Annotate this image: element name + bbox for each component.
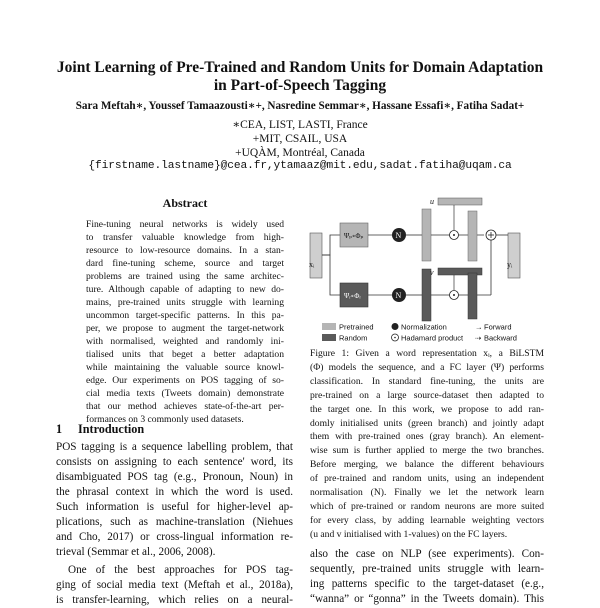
intro-line: Such information is useful for higher-level ap- [56, 501, 293, 513]
legend-normalization-icon [392, 323, 399, 330]
abstract-heading: Abstract [162, 196, 208, 210]
intro-line: the phrasal context in which the word is used. [56, 486, 293, 498]
abstract-line: dard fine-tuning scheme, source and target [86, 258, 284, 269]
input-label: xᵢ [309, 260, 315, 269]
lower-branch-line [322, 255, 340, 295]
abstract-line: ture. Although capable of adapting to new do- [86, 284, 284, 295]
figure-caption-line: the target one. In this work, we propose to add ran- [310, 403, 544, 415]
intro-line: POS tagging is a sequence labelling problem, that [56, 441, 293, 453]
figure-caption-line: wise sum is further applied to merge the two branches. [310, 445, 544, 457]
right-column-line: “wanna” or “gonna” in the Tweets domain). This [310, 593, 544, 605]
intro-line: and Cho, 2017) or cross-lingual information re- [56, 531, 293, 543]
abstract-line: per, we propose to augment the target-network [86, 323, 284, 334]
abstract-line: while maintaining the valuable source knowl- [86, 362, 284, 373]
forward-arrow-icon: → [475, 322, 483, 332]
abstract-line: with normalised, weighted and randomly ini- [86, 336, 284, 347]
figure-1-diagram [308, 193, 548, 343]
abstract-line: formances on 3 commonly used datasets. [86, 414, 244, 425]
random-output [468, 273, 477, 319]
right-column-line: ing patterns specific to the target-dataset (e.g., [310, 578, 544, 590]
norm-symbol-upper: N [395, 231, 402, 240]
abstract-line: resource to low-resource domains. In a stan- [86, 245, 284, 256]
section-title: Introduction [78, 422, 145, 436]
intro-line: consists on assigning to each sentence' word, its [56, 456, 293, 468]
figure-caption-line: (Φ) models the sequence, and a FC layer (Ψ) performs [310, 361, 544, 373]
legend-forward: Forward [484, 322, 512, 332]
section-number: 1 [56, 422, 63, 436]
right-column-line: also the case on NLP (see experiments). Con- [310, 548, 544, 560]
section-heading-introduction [56, 422, 144, 437]
legend-random-swatch [322, 334, 336, 341]
abstract-line: Fine-tuning neural networks is widely used [86, 219, 284, 230]
pretrained-features [422, 209, 431, 261]
legend-hadamard-dot [394, 337, 396, 339]
intro-line: One of the best approaches for POS tag- [68, 564, 293, 576]
authors: Sara Meftah∗, Youssef Tamaazousti∗+, Nasredine Semmar∗, Hassane Essafi∗, Fatiha Sadat+ [75, 100, 525, 112]
hadamard-lower-dot [453, 294, 455, 296]
intro-line: is transfer-learning, which relies on a neural- [56, 594, 293, 606]
figure-caption-line: them with pre-trained ones (gray branch). An element- [310, 431, 544, 443]
legend-pretrained-swatch [322, 323, 336, 330]
right-column-line: sequently, pre-trained units struggle with learn- [310, 563, 544, 575]
abstract-line: to transfer valuable knowledge from high- [86, 232, 284, 243]
figure-caption-line: normalisation (N). Finally we let the network learn [310, 487, 544, 498]
figure-caption-line: Before merging, we balance the different behaviours [310, 459, 544, 471]
abstract-line: mains, pre-trained units struggle with learning [86, 297, 284, 308]
output-label: yᵢ [507, 260, 513, 269]
output-vector [508, 233, 520, 278]
figure-caption-line: domly initialised units (green branch) and jointly adapt [310, 417, 544, 429]
abstract-line: cial media texts (Tweets domain) demonstrate [86, 388, 284, 399]
abstract-line: that our method achieves state-of-the-art per- [86, 401, 284, 412]
u-weights [438, 198, 482, 205]
figure-caption-line: (u and v initialised with 1-values) on the FC layers. [310, 528, 508, 540]
affiliation-3: +UQÀM, Montréal, Canada [235, 147, 365, 159]
v-label: v [430, 268, 434, 277]
backward-arrow-icon: ⇢ [475, 333, 482, 343]
affiliation-1: ∗CEA, LIST, LASTI, France [232, 119, 368, 131]
u-label: u [430, 197, 434, 206]
intro-line: trieval (Semmar et al., 2006, 2008). [56, 546, 216, 558]
norm-symbol-lower: N [395, 291, 402, 300]
abstract-line: problems are trained using the same architec- [86, 271, 284, 282]
legend-normalization: Normalization [401, 322, 447, 332]
pretrained-block-label: Ψₚ∘Φₚ [344, 232, 364, 240]
hadamard-upper-dot [453, 234, 455, 236]
abstract-line: tialised units that beget a better adaptation [86, 349, 284, 360]
author-emails: {firstname.lastname}@cea.fr,ytamaaz@mit.edu,sadat.fatiha@uqam.ca [88, 160, 512, 172]
input-vector [310, 233, 322, 278]
abstract-line: uncommon target-specific patterns. In this pa- [86, 310, 284, 321]
figure-caption-line: Figure 1: Given a word representation xᵢ, a BiLSTM [310, 348, 544, 359]
intro-line: disambiguated POS tag (e.g., Pronoun, Noun) in [56, 471, 293, 483]
pretrained-output [468, 211, 477, 261]
figure-caption-line: for every class, by adding learnable weighting vectors [310, 514, 544, 526]
paper-title-line-2: in Part-of-Speech Tagging [213, 77, 387, 94]
figure-caption-line: classification. In standard fine-tuning, the units are [310, 375, 544, 387]
legend-pretrained: Pretrained [339, 322, 374, 332]
intro-line: plications, such as machine-translation (Niehues [56, 516, 293, 528]
affiliation-2: +MIT, CSAIL, USA [252, 133, 348, 145]
legend-random: Random [339, 333, 368, 343]
figure-caption-line: of pre-trained and random units, using an independent [310, 473, 544, 485]
intro-line: ging of social media text (Meftah et al., 2018a), [56, 579, 293, 591]
random-block-label: Ψᵣ∘Φᵣ [344, 292, 361, 300]
figure-caption-line: pre-trained on a large source-dataset then adapted to [310, 389, 544, 401]
abstract-line: edge. Our experiments on POS tagging of so- [86, 375, 284, 386]
figure-caption-line: which of pre-trained or random neurons are more suited [310, 500, 544, 512]
legend-hadamard: Hadamard product [401, 333, 464, 343]
upper-branch-line [322, 235, 340, 255]
legend-backward: Backward [484, 333, 517, 343]
paper-title-line-1: Joint Learning of Pre-Trained and Random Units for Domain Adaptation [56, 59, 544, 76]
